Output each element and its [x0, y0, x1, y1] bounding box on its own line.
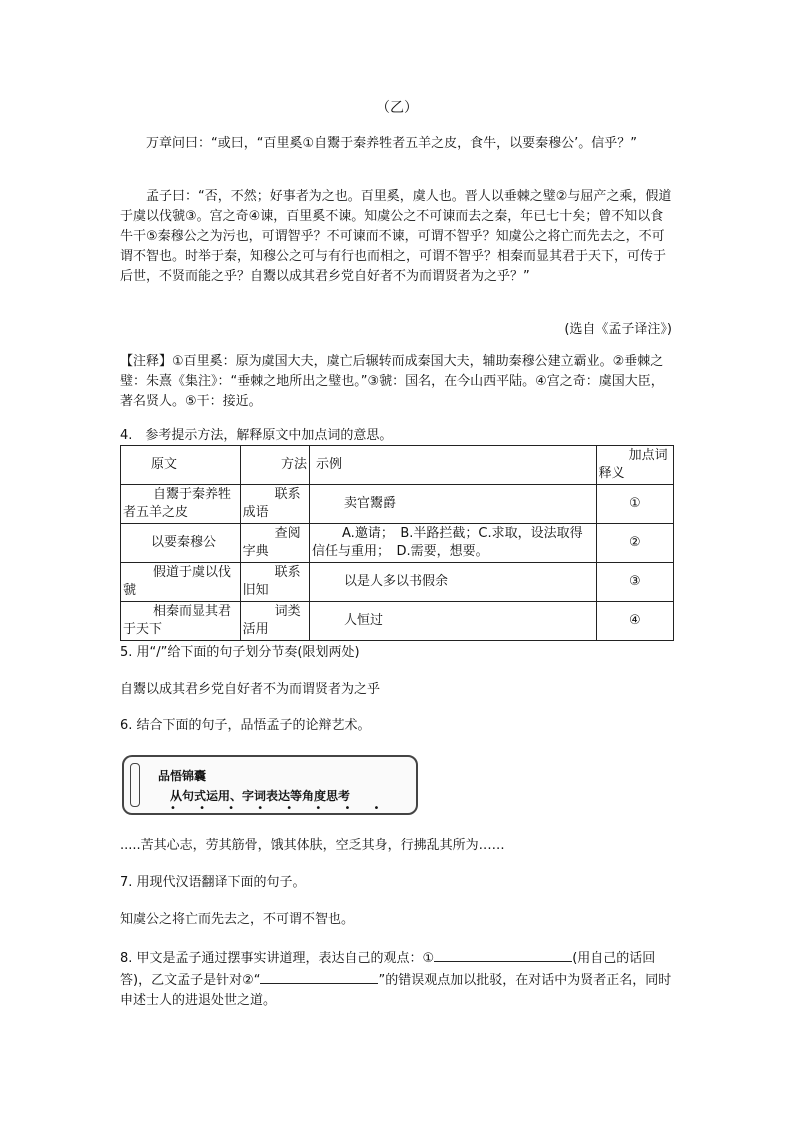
row-1-method: 联系成语: [240, 485, 309, 524]
row-1-example: 卖官鬻爵: [344, 496, 397, 511]
table-row: [121, 602, 674, 641]
question-4-prompt: 4. 参考提示方法，解释原文中加点词的意思。: [120, 428, 393, 443]
passage-paragraph-1: 万章问曰：“或曰，“百里奚①自鬻于秦养牲者五羊之皮，食牛，以要秦穆公’。信乎？”: [146, 136, 637, 151]
question-8-part-1: 8. 甲文是孟子通过摆事实讲道理，表达自己的观点：①: [120, 951, 435, 966]
question-7-prompt: 7. 用现代汉语翻译下面的句子。: [120, 875, 306, 890]
row-3-text: 假道于虞以伐虢: [121, 563, 241, 602]
question-4-table: [120, 445, 674, 641]
question-6-prompt: 6. 结合下面的句子，品悟孟子的论辩艺术。: [120, 718, 371, 733]
row-2-answer: ②: [596, 524, 673, 563]
table-header-row: [121, 446, 674, 485]
row-1-answer: ①: [596, 485, 673, 524]
question-8-part-3: ”的错误观点加以批驳，在对话中为贤者正名，同时申述士人的进退处世之道。: [120, 973, 672, 1008]
row-2-method: 查阅字典: [240, 524, 309, 563]
header-example: 示例: [316, 457, 343, 472]
table-row: [121, 563, 674, 602]
header-meaning: 加点词释义: [598, 448, 668, 481]
question-5-sentence: 自鬻以成其君乡党自好者不为而谓贤者为之乎: [120, 682, 381, 697]
tip-box: [122, 755, 418, 815]
answer-blank-1[interactable]: [434, 947, 572, 962]
annotation-notes: 【注释】①百里奚：原为虞国大夫，虞亡后辗转而成秦国大夫，辅助秦穆公建立霸业。②垂棘之璧：朱熹《集注》：“垂棘之地所出之璧也。”③虢：国名，在今山西平陆。④宫之奇：虞国大臣，著名贤人。⑤干：接近。: [120, 354, 664, 409]
passage-source: (选自《孟子译注》): [564, 322, 672, 337]
row-4-example: 人恒过: [344, 613, 384, 628]
question-8-part-2: (用自己的话回答)，乙文孟子是针对②“: [120, 951, 656, 988]
answer-blank-2[interactable]: [260, 969, 378, 984]
row-4-method: 词类活用: [240, 602, 309, 641]
question-6-sentence: .....苦其心志，劳其筋骨，饿其体肤，空乏其身，行拂乱其所为……: [120, 838, 505, 853]
header-method: 方法: [281, 457, 308, 472]
row-1-text: 自鬻于秦养牲者五羊之皮: [121, 485, 241, 524]
tip-box-title: 品悟锦囊: [158, 769, 207, 783]
row-3-example: 以是人多以书假余: [344, 574, 449, 589]
question-5-prompt: 5. 用“/”给下面的句子划分节奏(限划两处): [120, 645, 360, 660]
scroll-icon: [130, 763, 140, 807]
emphasis-dots: • • • • • • • •: [170, 803, 390, 814]
table-row: [121, 524, 674, 563]
question-7-sentence: 知虞公之将亡而先去之，不可谓不智也。: [120, 912, 355, 927]
row-4-answer: ④: [596, 602, 673, 641]
passage-paragraph-2: 孟子曰：“否，不然；好事者为之也。百里奚，虞人也。晋人以垂棘之璧②与屈产之乘，假道于虞以伐虢③。宫之奇④谏，百里奚不谏。知虞公之不可谏而去之秦，年已七十矣；曾不知以食牛干⑤秦穆公之为污也，可谓智乎？不可谏而不谏，可谓不智乎？知虞公之将亡而先去之，不可谓不智也。时举于秦，知穆公之可与有行也而相之，可谓不智乎？相秦而显其君于天下，可传于后世，不贤而能之乎？自鬻以成其君乡党自好者不为而谓贤者为之乎？”: [120, 189, 672, 284]
row-2-text: 以要秦穆公: [151, 535, 217, 550]
section-title: （乙）: [376, 100, 418, 116]
row-4-text: 相秦而显其君于天下: [121, 602, 241, 641]
question-8: [120, 947, 673, 1011]
header-original: 原文: [151, 457, 178, 472]
row-3-method: 联系旧知: [240, 563, 309, 602]
row-3-answer: ③: [596, 563, 673, 602]
tip-box-subtitle: 从句式运用、字词表达等角度思考: [170, 789, 351, 803]
row-2-example: A.邀请； B.半路拦截；C.求取，设法取得信任与重用； D.需要，想要。: [310, 524, 597, 563]
table-row: [121, 485, 674, 524]
